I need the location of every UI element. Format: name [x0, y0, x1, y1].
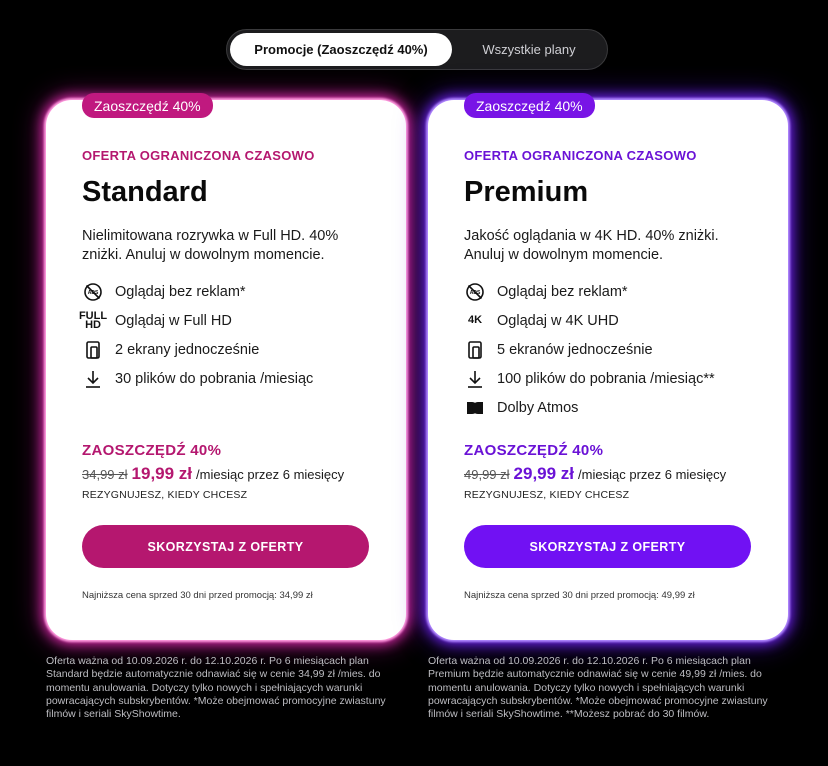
legal-note-premium: Oferta ważna od 10.09.2026 r. do 12.10.2026 r. Po 6 miesiącach plan Premium będzie automatycznie odnawiać się w cenie 49,99 zł /mies. do momentu anulowania. Dotyczy tylko nowych i spełniających warunki powracających subskrybentów. *Może obejmować promocyjne zwiastuny filmów i seriali SkyShowtime. **Możesz pobrać do 30 filmów. — [428, 655, 768, 721]
plan-description: Jakość oglądania w 4K HD. 40% zniżki. Anuluj w dowolnym momencie. — [464, 228, 719, 263]
lowest-price-note: Najniższa cena sprzed 30 dni przed promocją: 49,99 zł — [464, 590, 695, 601]
feature-label: 30 plików do pobrania /miesiąc — [115, 370, 314, 387]
4k-icon — [464, 310, 486, 332]
feature-label: Oglądaj w Full HD — [115, 312, 232, 329]
dolby-icon — [464, 397, 486, 419]
price-new: 29,99 zł — [513, 464, 575, 483]
feature-item — [464, 277, 715, 306]
download-icon — [82, 368, 104, 390]
devices-icon — [82, 339, 104, 361]
claim-offer-button[interactable]: SKORZYSTAJ Z OFERTY — [82, 525, 369, 568]
feature-item — [464, 306, 715, 335]
feature-label: Oglądaj w 4K UHD — [497, 312, 619, 329]
legal-note-standard: Oferta ważna od 10.09.2026 r. do 12.10.2026 r. Po 6 miesiącach plan Standard będzie automatycznie odnawiać się w cenie 34,99 zł /mies. do momentu anulowania. Dotyczy tylko nowych i spełniających warunki powracających subskrybentów. *Może obejmować promocyjne zwiastuny filmów i seriali SkyShowtime. — [46, 655, 386, 721]
discount-badge: Zaoszczędź 40% — [82, 93, 213, 118]
feature-item — [82, 364, 313, 393]
plan-card-standard — [46, 97, 406, 640]
plan-card-premium — [428, 97, 788, 640]
icon-text: 4K — [467, 314, 483, 326]
feature-item — [82, 277, 313, 306]
tab-promotions[interactable]: Promocje (Zaoszczędź 40%) — [230, 33, 452, 66]
full-hd-icon — [78, 309, 108, 332]
icon-text-bottom: HD — [85, 318, 101, 331]
price-row — [464, 464, 726, 484]
feature-list — [78, 277, 314, 393]
svg-text:ADS: ADS — [469, 289, 481, 296]
feature-item — [464, 364, 715, 393]
plan-name: Premium — [464, 176, 589, 208]
feature-item — [464, 393, 715, 422]
feature-label: Oglądaj bez reklam* — [497, 283, 628, 300]
limited-offer-label: OFERTA OGRANICZONA CZASOWO — [464, 148, 697, 163]
lowest-price-note: Najniższa cena sprzed 30 dni przed promocją: 34,99 zł — [82, 590, 313, 601]
feature-label: 2 ekrany jednocześnie — [115, 341, 260, 358]
tab-all-plans[interactable]: Wszystkie plany — [482, 42, 576, 57]
icon-text-top: FULL — [78, 309, 108, 322]
claim-offer-button[interactable]: SKORZYSTAJ Z OFERTY — [464, 525, 751, 568]
feature-label: 100 plików do pobrania /miesiąc** — [497, 370, 715, 387]
price-old: 49,99 zł — [464, 467, 510, 482]
svg-text:ADS: ADS — [87, 289, 99, 296]
feature-item — [82, 335, 313, 364]
feature-list — [464, 277, 715, 422]
cancel-note: REZYGNUJESZ, KIEDY CHCESZ — [82, 489, 248, 501]
price-row — [82, 464, 344, 484]
price-period: /miesiąc przez 6 miesięcy — [196, 467, 345, 482]
save-label: ZAOSZCZĘDŹ 40% — [82, 442, 222, 459]
price-new: 19,99 zł — [131, 464, 193, 483]
price-old: 34,99 zł — [82, 467, 128, 482]
feature-label: 5 ekranów jednocześnie — [497, 341, 653, 358]
feature-item — [78, 306, 313, 335]
save-label: ZAOSZCZĘDŹ 40% — [464, 442, 604, 459]
feature-label: Dolby Atmos — [497, 399, 579, 416]
discount-badge: Zaoszczędź 40% — [464, 93, 595, 118]
feature-item — [464, 335, 715, 364]
limited-offer-label: OFERTA OGRANICZONA CZASOWO — [82, 148, 315, 163]
no-ads-icon — [464, 281, 486, 303]
feature-label: Oglądaj bez reklam* — [115, 283, 246, 300]
price-period: /miesiąc przez 6 miesięcy — [578, 467, 727, 482]
cancel-note: REZYGNUJESZ, KIEDY CHCESZ — [464, 489, 630, 501]
devices-icon — [464, 339, 486, 361]
plan-toggle — [226, 29, 608, 70]
download-icon — [464, 368, 486, 390]
plan-name: Standard — [82, 176, 208, 208]
plan-description: Nielimitowana rozrywka w Full HD. 40% zniżki. Anuluj w dowolnym momencie. — [82, 228, 339, 263]
no-ads-icon — [82, 281, 104, 303]
